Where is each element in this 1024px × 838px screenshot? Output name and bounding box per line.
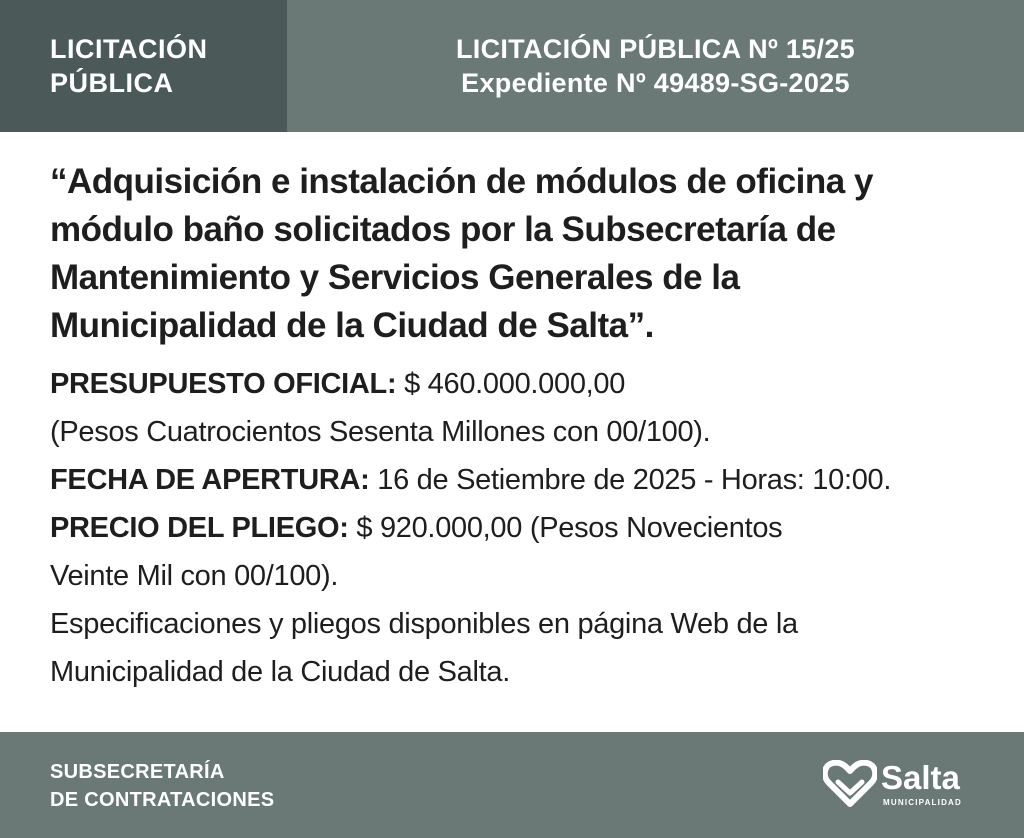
header-category-line2: PÚBLICA (50, 68, 174, 98)
logo-name: Salta (881, 759, 960, 796)
budget-label: PRESUPUESTO OFICIAL: (50, 368, 397, 400)
heart-logo-icon (823, 760, 877, 808)
price-line (50, 504, 1000, 552)
budget-value: $ 460.000.000,00 (396, 368, 626, 400)
footer-banner (0, 732, 1024, 838)
main-content (50, 158, 1000, 696)
budget-line (50, 360, 1000, 408)
footer-department (50, 758, 274, 814)
price-label: PRECIO DEL PLIEGO: (50, 512, 349, 544)
specs-line2: Municipalidad de la Ciudad de Salta. (50, 656, 510, 688)
price-value-cont: Veinte Mil con 00/100). (50, 560, 339, 592)
title-line: “Adquisición e instalación de módulos de oficina y (50, 162, 873, 201)
tender-details (50, 360, 1000, 696)
header-banner (0, 0, 1024, 132)
title-line: Municipalidad de la Ciudad de Salta”. (50, 306, 654, 345)
price-value: $ 920.000,00 (Pesos Novecientos (348, 512, 783, 544)
opening-label: FECHA DE APERTURA: (50, 464, 370, 496)
header-category (0, 0, 287, 132)
title-line: Mantenimiento y Servicios Generales de la (50, 258, 740, 297)
footer-line2: DE CONTRATACIONES (50, 789, 275, 811)
header-reference (287, 0, 1024, 132)
logo-subtitle: MUNICIPALIDAD (883, 798, 963, 807)
opening-line (50, 456, 1000, 504)
specs-line1: Especificaciones y pliegos disponibles en página Web de la (50, 608, 798, 640)
tender-title (50, 158, 1000, 350)
header-category-line1: LICITACIÓN (50, 34, 208, 64)
opening-value: 16 de Setiembre de 2025 - Horas: 10:00. (369, 464, 892, 496)
budget-words: (Pesos Cuatrocientos Sesenta Millones con 00/100). (50, 416, 711, 448)
tender-number: LICITACIÓN PÚBLICA Nº 15/25 (455, 34, 855, 64)
title-line: módulo baño solicitados por la Subsecretaría de (50, 210, 836, 249)
file-number: Expediente Nº 49489-SG-2025 (461, 68, 850, 98)
municipality-logo (823, 758, 983, 814)
footer-line1: SUBSECRETARÍA (50, 761, 225, 783)
